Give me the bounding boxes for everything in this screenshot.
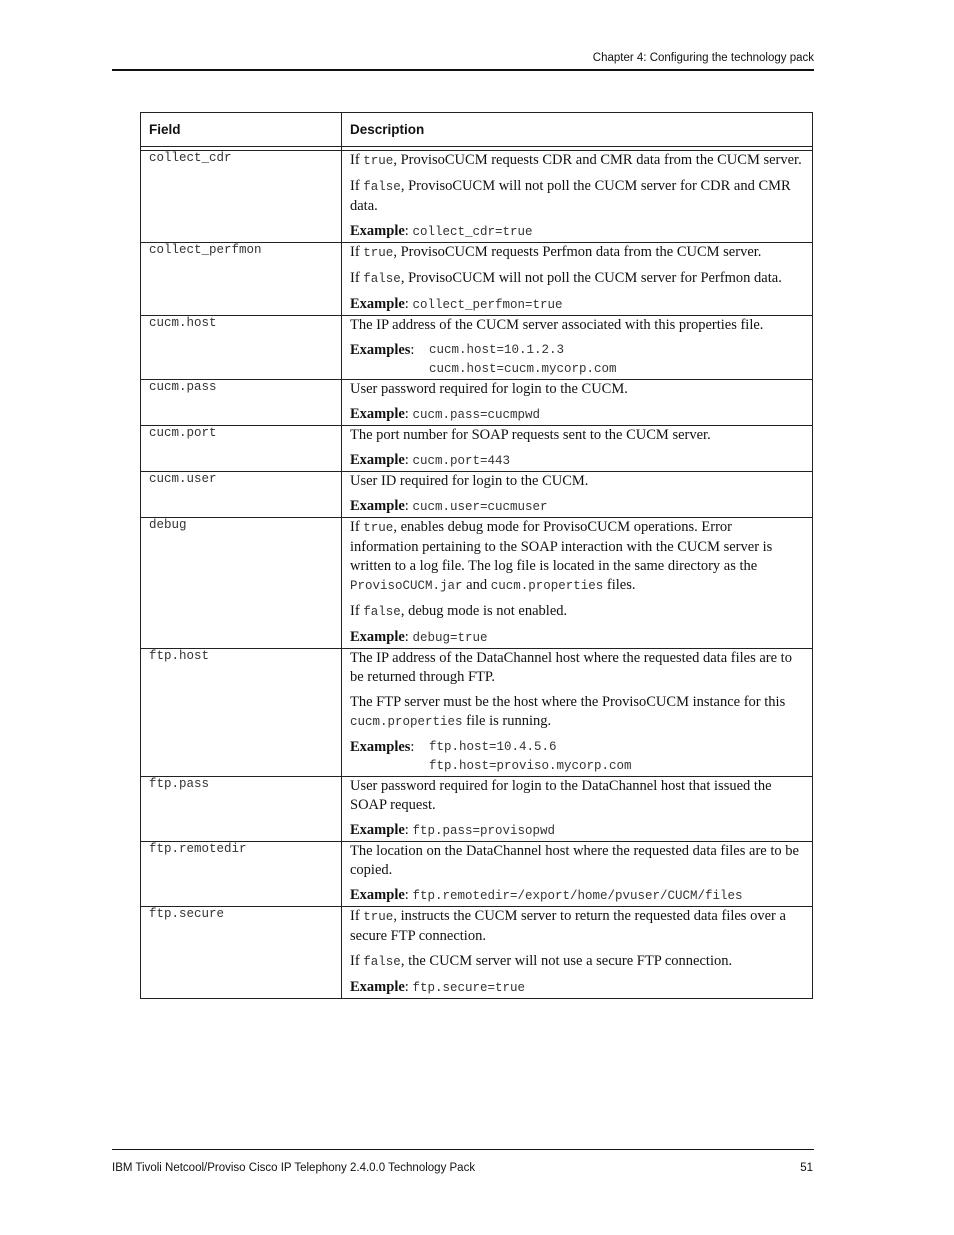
field-name: collect_perfmon xyxy=(141,243,342,316)
description-paragraph: If true, enables debug mode for ProvisoCUCM operations. Error information pertaining to the SOAP interaction with the CUCM server is written to a log file. The log file is located in the same directory as the ProvisoCUCM.jar and cucm.properties files. xyxy=(350,519,773,593)
table-row xyxy=(141,316,813,380)
example-value: cucm.host=cucm.mycorp.com xyxy=(429,362,617,376)
field-description xyxy=(342,842,813,907)
description-paragraph: If false, ProvisoCUCM will not poll the CUCM server for CDR and CMR data. xyxy=(350,178,791,214)
example-line: Example: collect_cdr=true xyxy=(350,223,533,239)
field-description xyxy=(342,151,813,243)
example-line: Example: ftp.secure=true xyxy=(350,979,525,995)
example-value: ftp.host=10.4.5.6 xyxy=(429,740,557,754)
description-paragraph: The port number for SOAP requests sent to the CUCM server. xyxy=(350,427,711,443)
field-description xyxy=(342,316,813,380)
description-paragraph: The location on the DataChannel host where the requested data files are to be copied. xyxy=(350,843,799,878)
field-description xyxy=(342,518,813,649)
table-row xyxy=(141,380,813,426)
field-name: ftp.remotedir xyxy=(141,842,342,907)
table-row xyxy=(141,243,813,316)
table-row xyxy=(141,518,813,649)
table-row xyxy=(141,426,813,472)
table-row xyxy=(141,842,813,907)
footer-rule xyxy=(112,1149,814,1150)
example-line: Example: cucm.user=cucmuser xyxy=(350,498,548,514)
table-row xyxy=(141,472,813,518)
description-paragraph: The FTP server must be the host where the ProvisoCUCM instance for this cucm.properties file is running. xyxy=(350,694,786,729)
example-line: Example: ftp.remotedir=/export/home/pvuser/CUCM/files xyxy=(350,887,743,903)
field-description xyxy=(342,777,813,842)
example-line: Example: debug=true xyxy=(350,629,488,645)
footer-title: IBM Tivoli Netcool/Proviso Cisco IP Telephony 2.4.0.0 Technology Pack xyxy=(112,1162,476,1174)
field-name: collect_cdr xyxy=(141,151,342,243)
field-description xyxy=(342,426,813,472)
description-paragraph: If true, ProvisoCUCM requests Perfmon data from the CUCM server. xyxy=(350,244,762,260)
example-value: cucm.host=10.1.2.3 xyxy=(429,343,565,357)
column-header-field: Field xyxy=(141,113,342,147)
field-description xyxy=(342,649,813,777)
description-paragraph: If false, the CUCM server will not use a secure FTP connection. xyxy=(350,953,733,969)
description-paragraph: The IP address of the DataChannel host where the requested data files are to be returned through FTP. xyxy=(350,650,792,685)
table-row xyxy=(141,777,813,842)
description-paragraph: If true, instructs the CUCM server to return the requested data files over a secure FTP connection. xyxy=(350,908,786,944)
description-paragraph: User ID required for login to the CUCM. xyxy=(350,473,589,489)
properties-table xyxy=(140,112,813,999)
example-line: Example: cucm.pass=cucmpwd xyxy=(350,406,540,422)
table-row xyxy=(141,649,813,777)
field-description xyxy=(342,243,813,316)
description-paragraph: User password required for login to the CUCM. xyxy=(350,381,628,397)
running-header: Chapter 4: Configuring the technology pack xyxy=(592,52,814,64)
column-header-description: Description xyxy=(342,113,813,147)
field-name: cucm.port xyxy=(141,426,342,472)
examples-block: Examples: ftp.host=10.4.5.6 ftp.host=proviso.mycorp.com xyxy=(350,738,804,776)
table-row xyxy=(141,907,813,999)
example-line: Example: ftp.pass=provisopwd xyxy=(350,822,555,838)
description-paragraph: If false, ProvisoCUCM will not poll the CUCM server for Perfmon data. xyxy=(350,270,782,286)
field-name: debug xyxy=(141,518,342,649)
description-paragraph: User password required for login to the DataChannel host that issued the SOAP request. xyxy=(350,778,772,813)
examples-block: Examples: cucm.host=10.1.2.3 cucm.host=cucm.mycorp.com xyxy=(350,341,804,379)
example-value: ftp.host=proviso.mycorp.com xyxy=(429,759,632,773)
header-rule xyxy=(112,69,814,71)
example-line: Example: cucm.port=443 xyxy=(350,452,510,468)
table-row xyxy=(141,151,813,243)
field-description xyxy=(342,472,813,518)
example-line: Example: collect_perfmon=true xyxy=(350,296,563,312)
page-number: 51 xyxy=(800,1162,813,1174)
description-paragraph: If true, ProvisoCUCM requests CDR and CMR data from the CUCM server. xyxy=(350,152,802,168)
field-description xyxy=(342,907,813,999)
field-name: ftp.host xyxy=(141,649,342,777)
table-header-row xyxy=(141,113,813,147)
field-name: ftp.pass xyxy=(141,777,342,842)
field-name: cucm.host xyxy=(141,316,342,380)
description-paragraph: The IP address of the CUCM server associated with this properties file. xyxy=(350,317,764,333)
field-name: cucm.user xyxy=(141,472,342,518)
description-paragraph: If false, debug mode is not enabled. xyxy=(350,603,568,619)
field-name: cucm.pass xyxy=(141,380,342,426)
field-description xyxy=(342,380,813,426)
field-name: ftp.secure xyxy=(141,907,342,999)
